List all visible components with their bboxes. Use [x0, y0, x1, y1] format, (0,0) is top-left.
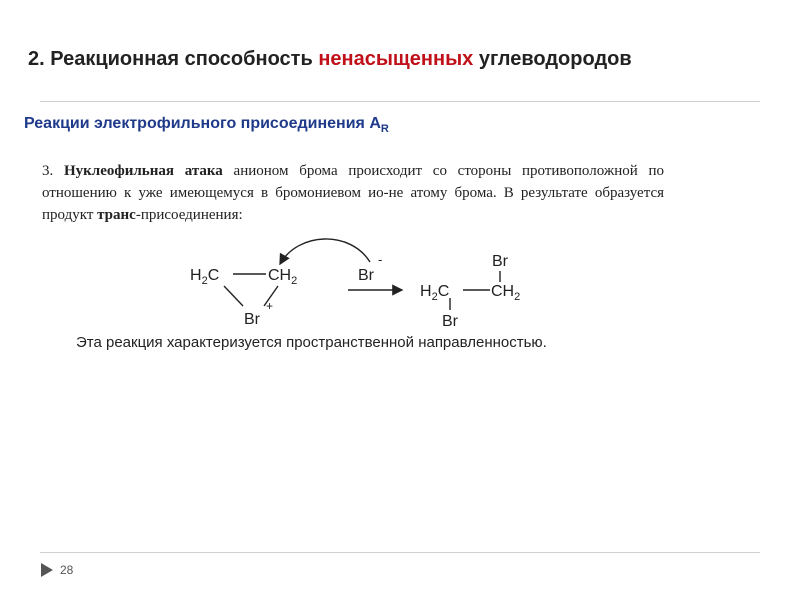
bromide-charge: -	[378, 252, 383, 267]
product-h2c: $H_2C$	[420, 283, 450, 303]
title-accent: ненасыщенных	[318, 48, 474, 70]
subtitle-subscript: R	[380, 123, 389, 136]
para-part-2: анионом брома происходит со стороны противоположной по отношению к уже имеющемуся в бромониевом ио-не атому брома. В результате образуется продукт	[42, 163, 665, 223]
para-bold-2: транс	[97, 207, 136, 223]
bromonium-bond-left	[224, 286, 243, 306]
top-divider	[40, 101, 760, 102]
para-part-3: -присоединения:	[135, 207, 243, 223]
title-suffix: углеводородов	[473, 48, 632, 70]
bromonium-br: Br	[244, 311, 260, 328]
para-part-1: 3.	[42, 163, 64, 179]
subtitle-text: Реакции электрофильного присоединения A	[24, 115, 381, 132]
page-number: 28	[60, 563, 74, 577]
reactant-h2c: $H_2C$	[190, 267, 220, 287]
attack-arrow	[280, 239, 370, 264]
product-ch2: $CH_2$	[491, 283, 521, 303]
bromide-ion: Br	[358, 267, 374, 284]
para-bold-1: Нуклеофильная атака	[63, 163, 223, 179]
body-paragraph	[42, 160, 664, 226]
product-br-bottom: Br	[442, 313, 458, 330]
section-subtitle	[24, 115, 389, 135]
title-prefix: 2. Реакционная способность	[28, 48, 319, 70]
note-text: Эта реакция характеризуется пространственной направленностью.	[76, 334, 547, 351]
play-arrow-icon	[40, 562, 54, 578]
slide-title	[28, 48, 632, 71]
reactant-ch2: $CH_2$	[268, 267, 298, 287]
product-br-top: Br	[492, 253, 508, 270]
bottom-divider	[40, 552, 760, 553]
reaction-scheme	[180, 236, 540, 336]
bromonium-charge: +	[266, 299, 274, 313]
